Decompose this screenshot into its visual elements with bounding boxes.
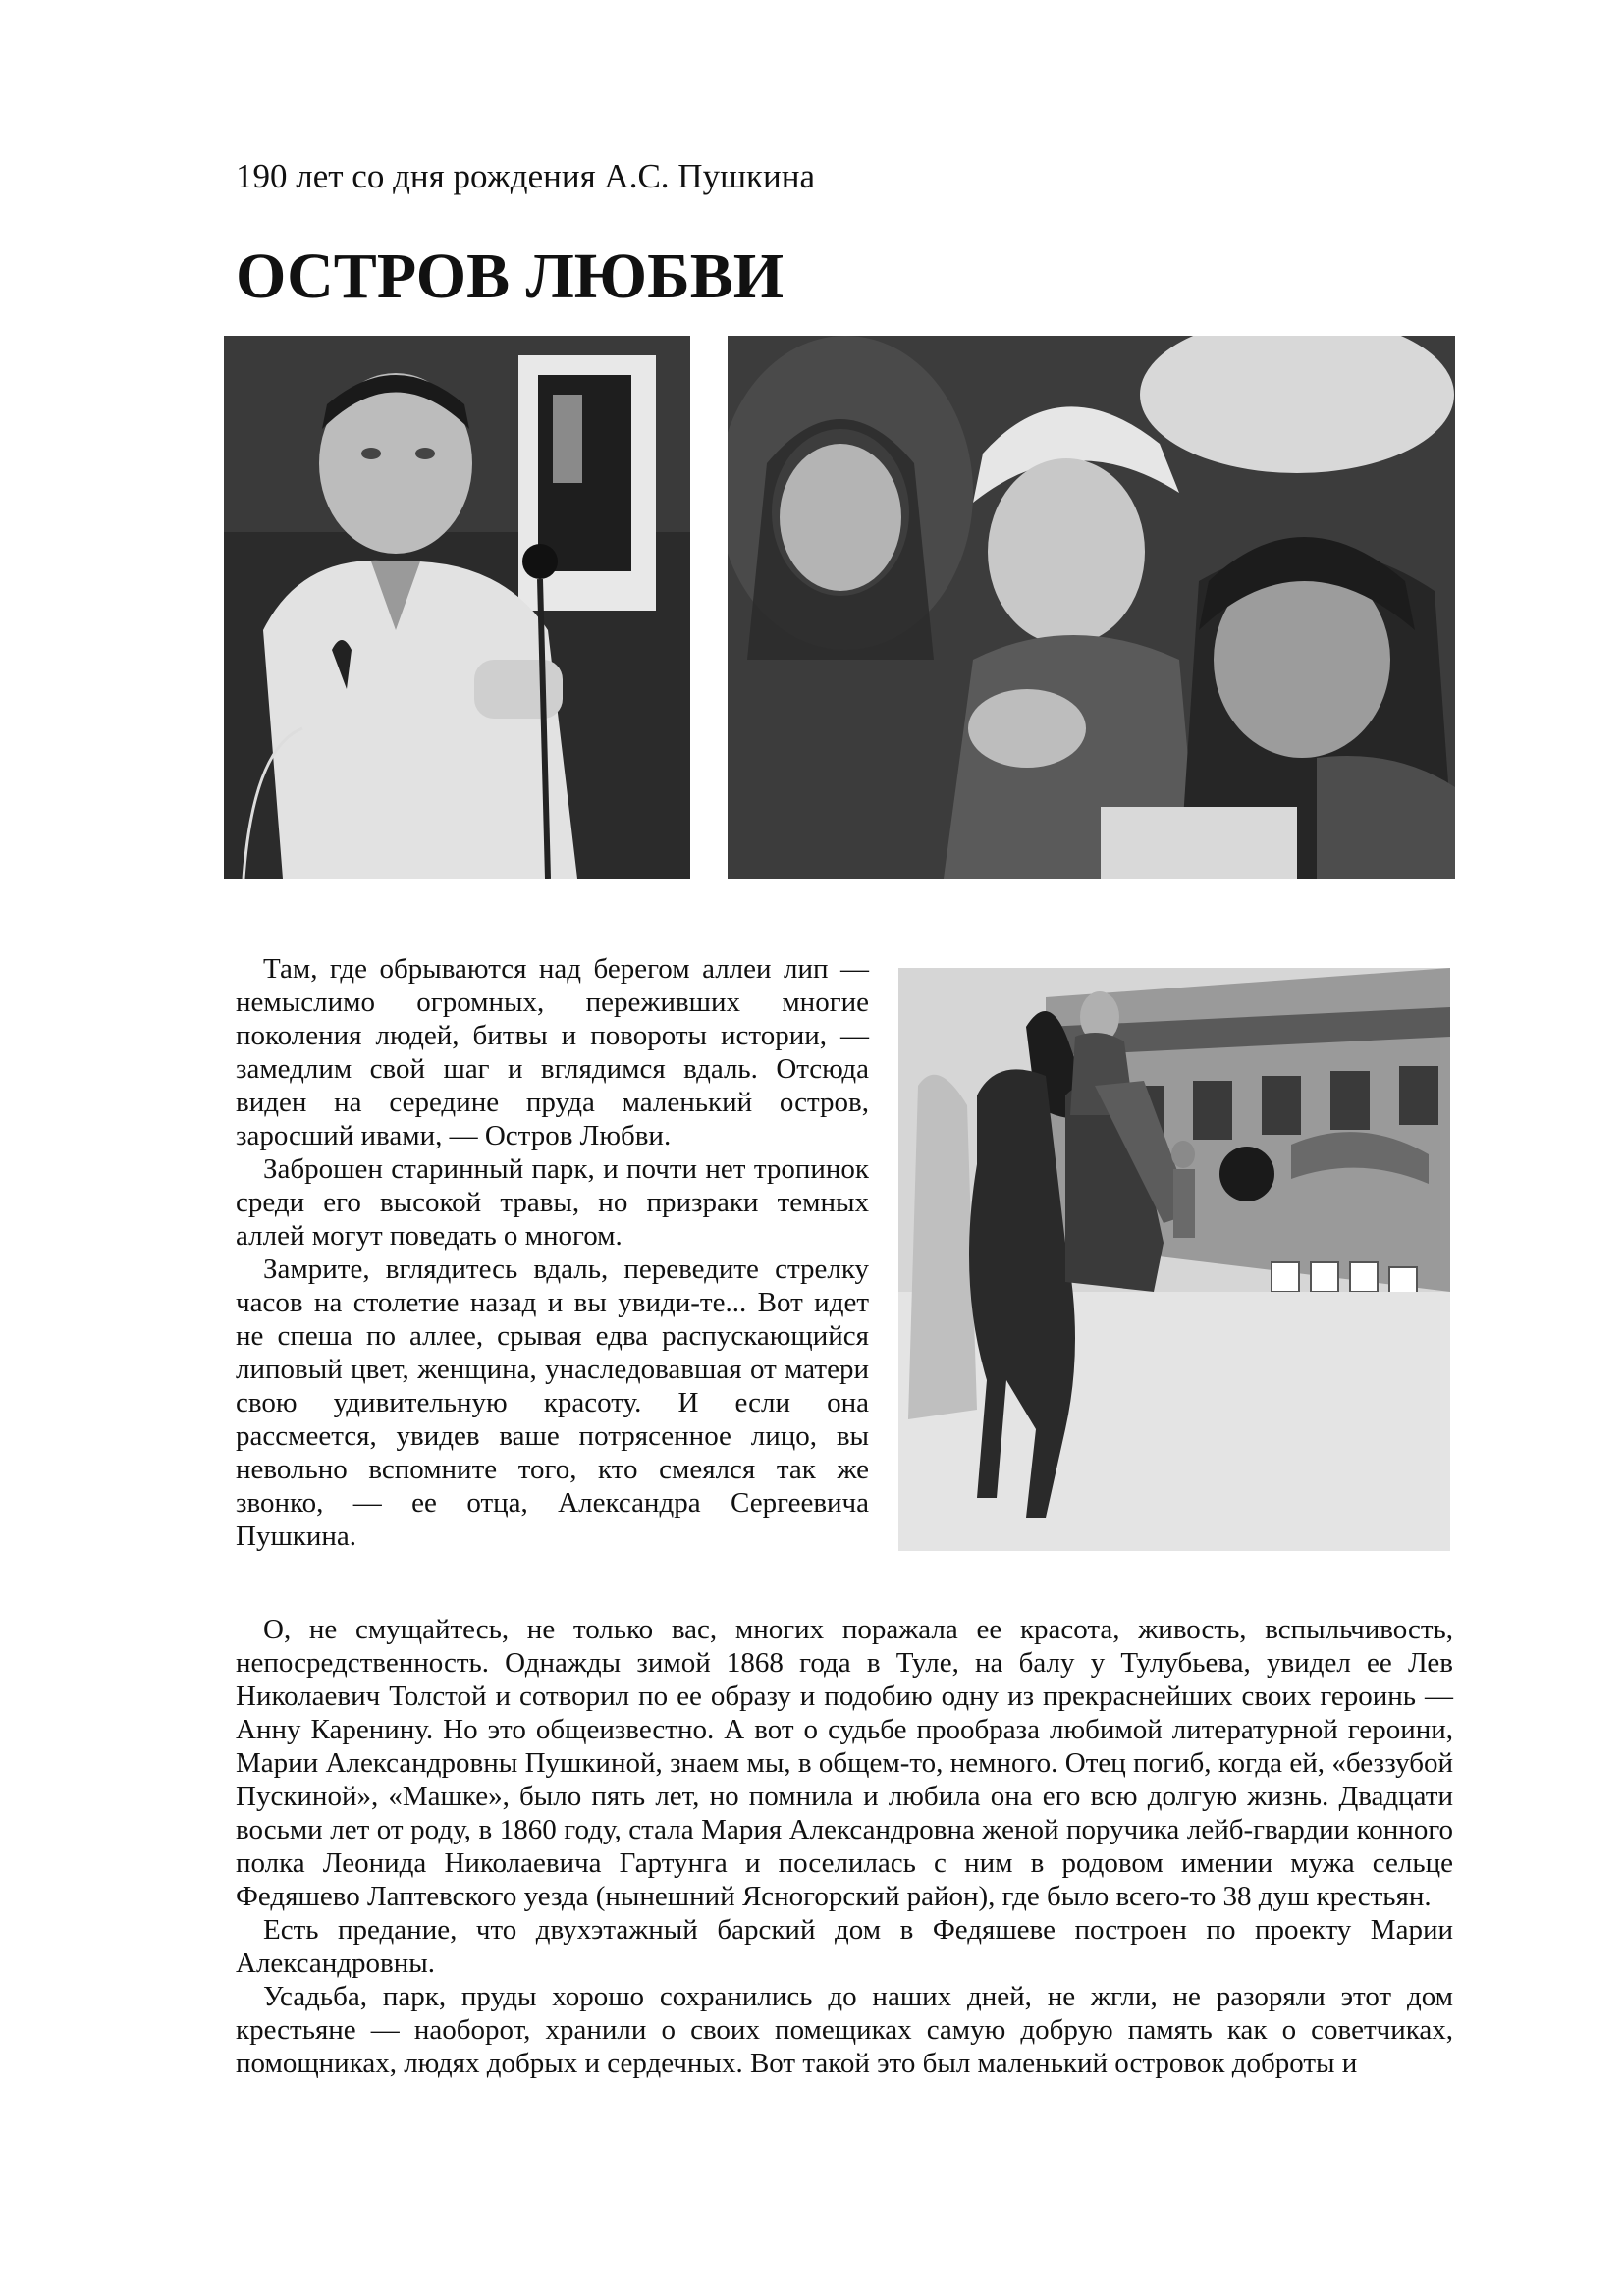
paragraph: О, не смущайтесь, не только вас, многих поражала ее красота, живость, вспыльчивость, непосредственность. Однажды зимой 1868 года в Туле, на балу у Тулубьева, увидел ее Лев Николаевич Толстой и сотворил по ее образу и подобию одну из прекраснейших своих героинь — Анну Каренину. Но это общеизвестно. А вот о судьбе прообраза любимой литературной героини, Марии Александровны Пушкиной, знаем мы, в общем-то, немного. Отец погиб, когда ей, «беззубой Пускиной», «Машке», было пять лет, но помнила и любила она его всю долгую жизнь. Двадцати восьми лет от роду, в 1860 году, стала Мария Александровна женой поручика лейб-гвардии конного полка Леонида Николаевича Гартунга и поселилась с ним в родовом имении мужа сельце Федяшево Лаптевского уезда (нынешний Ясногорский район), где было всего-то 38 душ крестьян. bbox=[236, 1614, 1453, 1912]
column-text bbox=[236, 952, 869, 1553]
photo-speaker-at-microphone bbox=[224, 336, 690, 879]
paragraph: Замрите, вглядитесь вдаль, переведите стрелку часов на столетие назад и вы увиди-те... Вот идет не спеша по аллее, срывая едва распускающийся липовый цвет, женщина, унаследовавшая от матери свою удивительную красоту. И если она рассмеется, увидев ваше потрясенное лицо, вы невольно вспомните того, кто смеялся так же звонко, — ее отца, Александра Сергеевича Пушкина. bbox=[236, 1254, 869, 1552]
article-title: ОСТРОВ ЛЮБВИ bbox=[236, 240, 785, 312]
article-kicker: 190 лет со дня рождения А.С. Пушкина bbox=[236, 157, 816, 195]
full-width-text bbox=[236, 1613, 1453, 2080]
photo-women-in-headscarves bbox=[728, 336, 1455, 879]
paragraph: Заброшен старинный парк, и почти нет тропинок среди его высокой травы, но призраки темных аллей могут поведать о многом. bbox=[236, 1153, 869, 1252]
paragraph: Там, где обрываются над берегом аллеи лип — немыслимо огромных, переживших многие поколения людей, битвы и повороты истории, — замедлим свой шаг и вглядимся вдаль. Отсюда виден на середине пруда маленький остров, заросший ивами, — Остров Любви. bbox=[236, 953, 869, 1151]
paragraph: Усадьба, парк, пруды хорошо сохранились до наших дней, не жгли, не разоряли этот дом крестьяне — наоборот, хранили о своих помещиках самую добрую память как о советчиках, помощниках, людях добрых и сердечных. Вот такой это был маленький островок доброты и bbox=[236, 1981, 1453, 2079]
paragraph: Есть предание, что двухэтажный барский дом в Федяшеве построен по проекту Марии Александровны. bbox=[236, 1914, 1453, 1979]
photo-rider-on-horse bbox=[898, 968, 1450, 1551]
